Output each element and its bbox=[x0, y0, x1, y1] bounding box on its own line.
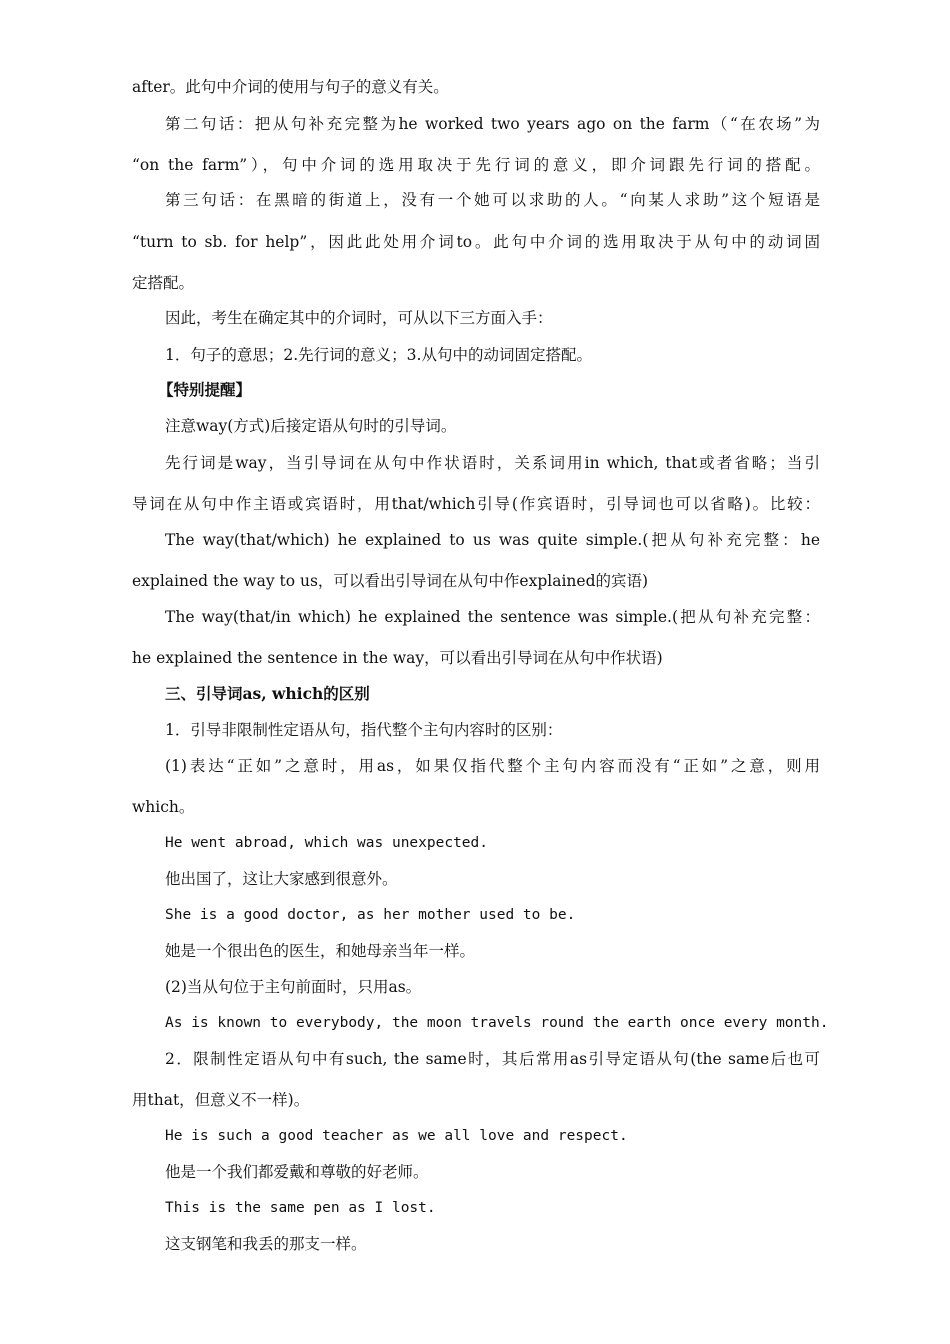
paragraph-line: 注意way(方式)后接定语从句时的引导词。 bbox=[165, 417, 457, 435]
example-sentence: This is the same pen as I lost. bbox=[165, 1200, 436, 1216]
paragraph-line: 用that，但意义不一样)。 bbox=[132, 1091, 310, 1109]
paragraph-line: “on the farm”），句中介词的选用取决于先行词的意义，即介词跟先行词的搭配。 bbox=[132, 156, 820, 174]
paragraph-line: 先行词是way，当引导词在从句中作状语时，关系词用in which, that或者省略；当引 bbox=[165, 454, 820, 472]
example-translation: 他出国了，这让大家感到很意外。 bbox=[165, 870, 398, 888]
paragraph-line: 2．限制性定语从句中有such, the same时，其后常用as引导定语从句(the same后也可 bbox=[165, 1050, 820, 1068]
paragraph-line: which。 bbox=[132, 798, 195, 816]
example-translation: 这支钢笔和我丢的那支一样。 bbox=[165, 1235, 367, 1253]
paragraph-line: 导词在从句中作主语或宾语时，用that/which引导(作宾语时，引导词也可以省略)。比较： bbox=[132, 495, 820, 513]
paragraph-line: explained the way to us，可以看出引导词在从句中作explained的宾语) bbox=[132, 572, 649, 590]
paragraph-line: 定搭配。 bbox=[132, 274, 195, 292]
paragraph-line: 1．句子的意思；2.先行词的意义；3.从句中的动词固定搭配。 bbox=[165, 346, 592, 364]
paragraph-line: 因此，考生在确定其中的介词时，可从以下三方面入手： bbox=[165, 309, 553, 327]
paragraph-line: he explained the sentence in the way，可以看出引导词在从句中作状语) bbox=[132, 649, 663, 667]
paragraph-line: (2)当从句位于主句前面时，只用as。 bbox=[165, 978, 422, 996]
example-sentence: The way(that/in which) he explained the sentence was simple.(把从句补充完整： bbox=[165, 608, 820, 626]
paragraph-line: after。此句中介词的使用与句子的意义有关。 bbox=[132, 78, 449, 96]
example-translation: 他是一个我们都爱戴和尊敬的好老师。 bbox=[165, 1163, 429, 1181]
paragraph-line: (1)表达“正如”之意时，用as，如果仅指代整个主句内容而没有“正如”之意，则用 bbox=[165, 757, 820, 775]
example-sentence: As is known to everybody, the moon travels round the earth once every month. bbox=[165, 1015, 829, 1031]
example-sentence: The way(that/which) he explained to us was quite simple.(把从句补充完整：he bbox=[165, 531, 820, 549]
example-translation: 她是一个很出色的医生，和她母亲当年一样。 bbox=[165, 942, 476, 960]
section-heading-reminder: 【特别提醒】 bbox=[158, 380, 252, 399]
paragraph-line: 第二句话：把从句补充完整为he worked two years ago on the farm（“在农场”为 bbox=[165, 115, 820, 133]
example-sentence: He is such a good teacher as we all love and respect. bbox=[165, 1128, 628, 1144]
section-heading-as-which: 三、引导词as, which的区别 bbox=[165, 684, 370, 703]
paragraph-line: 第三句话：在黑暗的街道上，没有一个她可以求助的人。“向某人求助”这个短语是 bbox=[165, 191, 820, 209]
paragraph-line: 1．引导非限制性定语从句，指代整个主句内容时的区别： bbox=[165, 721, 563, 739]
example-sentence: She is a good doctor, as her mother used to be. bbox=[165, 907, 576, 923]
paragraph-line: “turn to sb. for help”，因此此处用介词to。此句中介词的选用取决于从句中的动词固 bbox=[132, 233, 820, 251]
example-sentence: He went abroad, which was unexpected. bbox=[165, 835, 489, 851]
